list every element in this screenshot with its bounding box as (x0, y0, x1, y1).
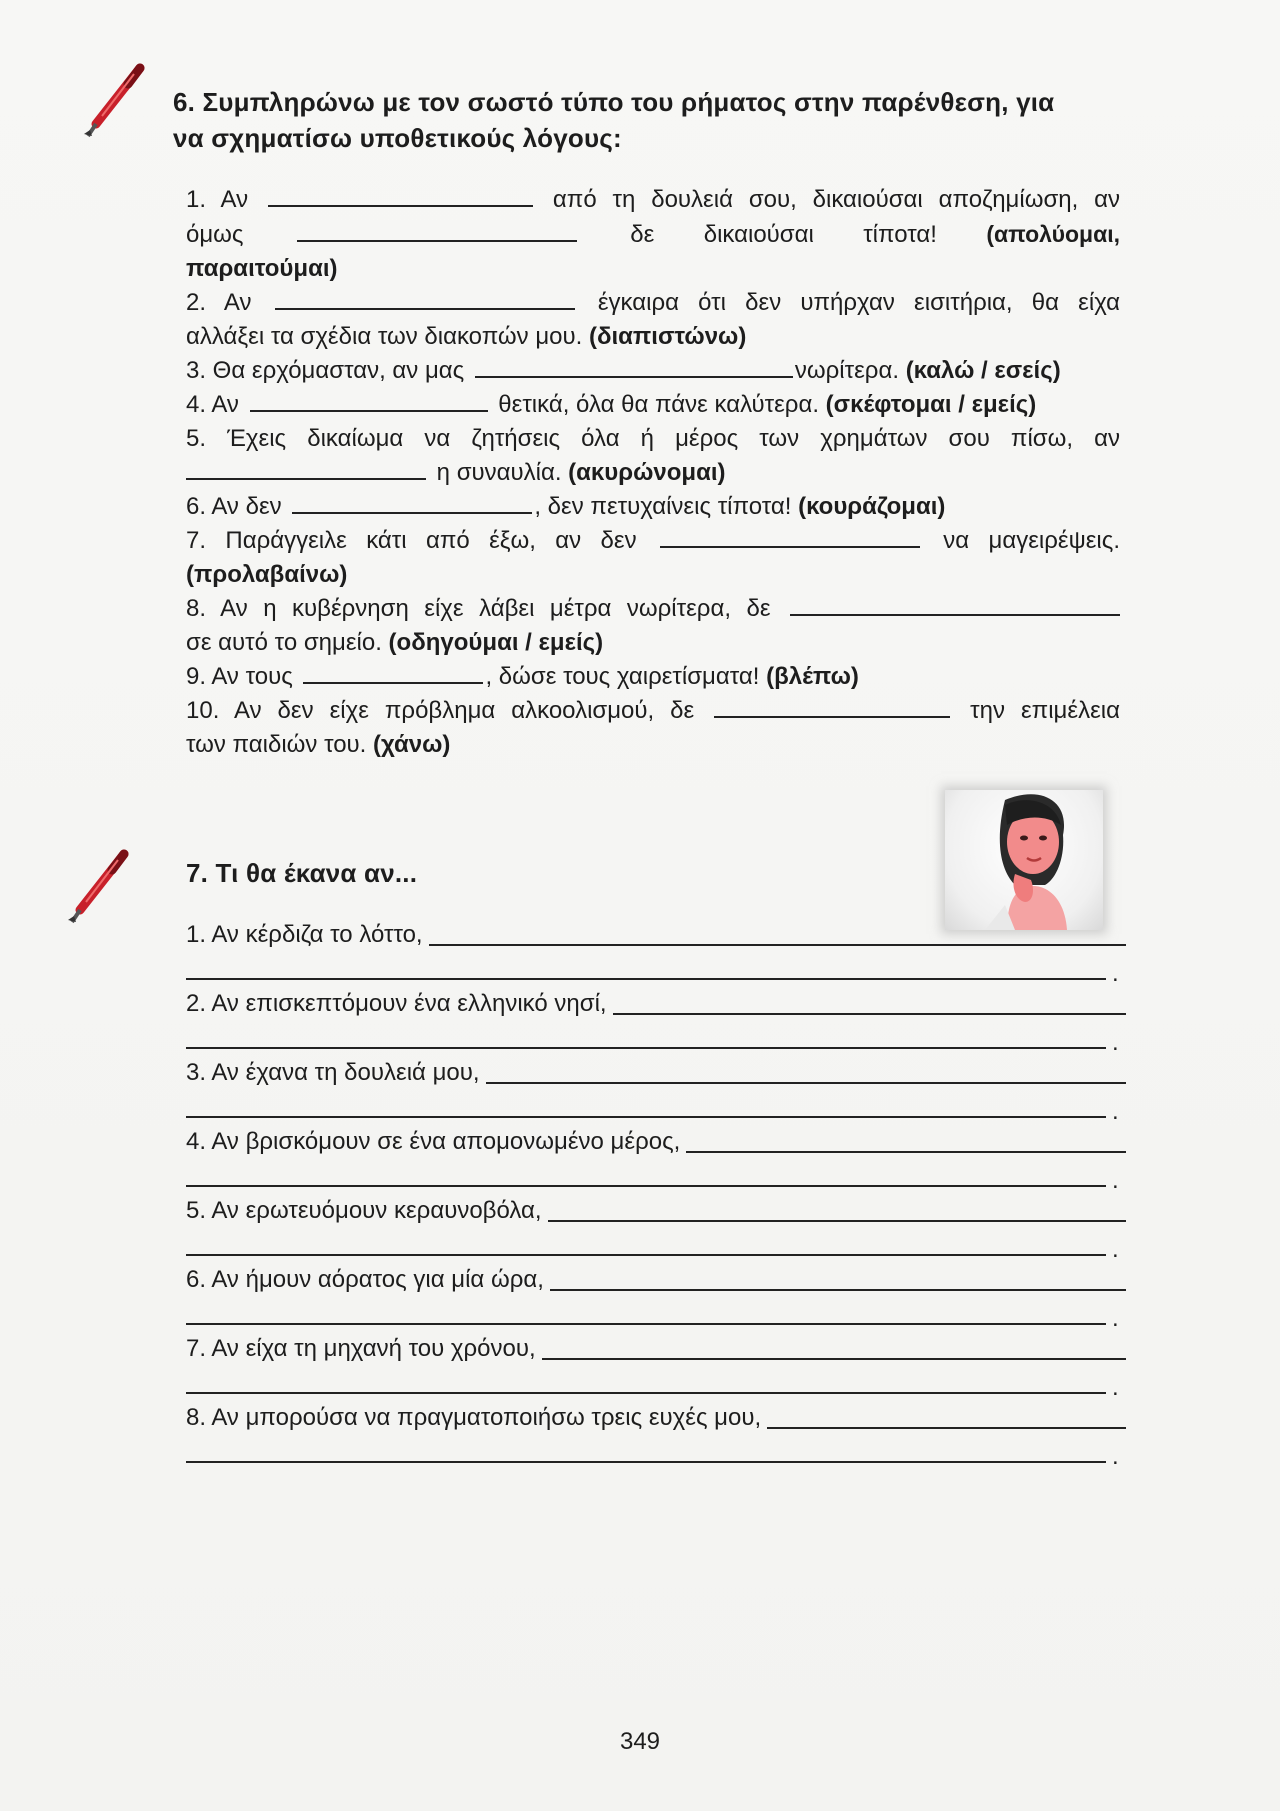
exercise6-item-6 (186, 490, 1120, 524)
item-text: την επιμέλεια (970, 697, 1120, 724)
answer-blank[interactable] (660, 524, 920, 548)
period-mark: . (1112, 1029, 1119, 1056)
prompt-text: 4. Αν βρισκόμουν σε ένα απομονωμένο μέρος, (186, 1128, 681, 1155)
answer-line[interactable] (686, 1151, 1126, 1153)
item-text: των παιδιών του. (186, 731, 367, 758)
prompt-text: 8. Αν μπορούσα να πραγματοποιήσω τρεις ευχές μου, (186, 1404, 762, 1431)
exercise6-item-8-cont (186, 626, 1120, 660)
verb-hint: (σκέφτομαι / εμείς) (825, 391, 1037, 418)
item-text: , δώσε τους χαιρετίσματα! (485, 663, 760, 690)
answer-line[interactable] (186, 1254, 1106, 1256)
exercise7-item-4 (186, 1125, 1126, 1194)
exercise6-item-2-cont (186, 320, 1120, 354)
answer-blank[interactable] (250, 388, 488, 412)
answer-line[interactable] (613, 1013, 1126, 1015)
exercise7-item-7 (186, 1332, 1126, 1401)
verb-hint: παραιτούμαι) (186, 255, 338, 282)
exercise6-item-1-hint (186, 252, 1120, 286)
exercise6-title-line1: 6. Συμπληρώνω με τον σωστό τύπο του ρήματος στην παρένθεση, για (173, 87, 1055, 117)
prompt-text: 2. Αν επισκεπτόμουν ένα ελληνικό νησί, (186, 990, 607, 1017)
answer-line[interactable] (186, 1323, 1106, 1325)
exercise7-item-8 (186, 1401, 1126, 1470)
answer-line[interactable] (186, 1047, 1106, 1049)
item-text: , δεν πετυχαίνεις τίποτα! (534, 493, 792, 520)
period-mark: . (1112, 1167, 1119, 1194)
exercise7-item-2 (186, 987, 1126, 1056)
answer-blank[interactable] (268, 183, 533, 207)
thinking-woman-illustration (945, 790, 1103, 930)
verb-hint: (οδηγούμαι / εμείς) (388, 629, 604, 656)
item-text: θετικά, όλα θα πάνε καλύτερα. (498, 391, 819, 418)
thinking-woman-photo (945, 790, 1103, 930)
verb-hint: (διαπιστώνω) (588, 323, 747, 350)
answer-blank[interactable] (790, 592, 1120, 616)
item-text: 6. Αν δεν (186, 493, 282, 520)
exercise6-items (186, 183, 1120, 762)
exercise6-item-10 (186, 694, 1120, 728)
item-text: να μαγειρέψεις. (943, 527, 1120, 554)
exercise7-items (186, 918, 1126, 1470)
item-text: 3. Θα ερχόμασταν, αν μας (186, 357, 465, 384)
prompt-text: 3. Αν έχανα τη δουλειά μου, (186, 1059, 480, 1086)
verb-hint: (προλαβαίνω) (186, 561, 348, 588)
period-mark: . (1112, 960, 1119, 987)
exercise6-item-7-hint (186, 558, 1120, 592)
period-mark: . (1112, 1443, 1119, 1470)
item-text: σε αυτό το σημείο. (186, 629, 382, 656)
verb-hint: (ακυρώνομαι) (568, 459, 726, 486)
answer-blank[interactable] (303, 660, 483, 684)
exercise6-item-8 (186, 592, 1120, 626)
exercise6-item-9 (186, 660, 1120, 694)
period-mark: . (1112, 1374, 1119, 1401)
answer-blank[interactable] (714, 694, 950, 718)
exercise6-item-4 (186, 388, 1120, 422)
prompt-text: 6. Αν ήμουν αόρατος για μία ώρα, (186, 1266, 544, 1293)
exercise6-item-3 (186, 354, 1120, 388)
item-text: 1. Αν (186, 186, 249, 213)
exercise6-item-5-cont (186, 456, 1120, 490)
answer-blank[interactable] (292, 490, 532, 514)
exercise6-item-5 (186, 422, 1120, 456)
exercise6-title (173, 84, 1133, 156)
exercise6-item-1 (186, 183, 1120, 217)
pen-icon (66, 848, 136, 928)
item-text: 7. Παράγγειλε κάτι από έξω, αν δεν (186, 527, 637, 554)
answer-line[interactable] (550, 1289, 1126, 1291)
answer-line[interactable] (186, 1116, 1106, 1118)
verb-hint: (χάνω) (373, 731, 451, 758)
answer-blank[interactable] (297, 218, 577, 242)
exercise7-item-5 (186, 1194, 1126, 1263)
exercise7-item-1 (186, 918, 1126, 987)
period-mark: . (1112, 1305, 1119, 1332)
item-text: 4. Αν (186, 391, 239, 418)
exercise7-item-3 (186, 1056, 1126, 1125)
item-text: έγκαιρα ότι δεν υπήρχαν εισιτήρια, θα είχα (597, 289, 1121, 316)
item-text: 10. Αν δεν είχε πρόβλημα αλκοολισμού, δε (186, 697, 695, 724)
item-text: αλλάξει τα σχέδια των διακοπών μου. (186, 323, 583, 350)
answer-line[interactable] (186, 1392, 1106, 1394)
answer-blank[interactable] (275, 286, 575, 310)
period-mark: . (1112, 1236, 1119, 1263)
exercise6-item-2 (186, 286, 1120, 320)
answer-blank[interactable] (186, 456, 426, 480)
answer-line[interactable] (429, 944, 1126, 946)
verb-hint: (απολύομαι, (986, 221, 1120, 247)
verb-hint: (βλέπω) (766, 663, 859, 690)
pen-icon (82, 62, 152, 142)
exercise6-item-7 (186, 524, 1120, 558)
item-text: από τη δουλειά σου, δικαιούσαι αποζημίωση, αν (552, 186, 1121, 213)
item-text: 8. Αν η κυβέρνηση είχε λάβει μέτρα νωρίτερα, δε (186, 595, 771, 622)
item-text: 5. Έχεις δικαίωμα να ζητήσεις όλα ή μέρος των χρημάτων σου πίσω, αν (186, 425, 1120, 452)
period-mark: . (1112, 1098, 1119, 1125)
exercise6-title-line2: να σχηματίσω υποθετικούς λόγους: (173, 123, 622, 153)
exercise7-title: 7. Τι θα έκανα αν... (186, 858, 418, 888)
item-text: 2. Αν (186, 289, 252, 316)
item-text: όμως (186, 221, 244, 248)
exercise6-item-10-cont (186, 728, 1120, 762)
item-text: η συναυλία. (436, 459, 562, 486)
item-text: 9. Αν τους (186, 663, 293, 690)
prompt-text: 7. Αν είχα τη μηχανή του χρόνου, (186, 1335, 536, 1362)
page-number: 349 (619, 1728, 661, 1755)
answer-line[interactable] (548, 1220, 1126, 1222)
item-text: νωρίτερα. (794, 357, 900, 384)
prompt-text: 5. Αν ερωτευόμουν κεραυνοβόλα, (186, 1197, 542, 1224)
item-text: δε δικαιούσαι τίποτα! (630, 221, 937, 248)
exercise7-item-6 (186, 1263, 1126, 1332)
prompt-text: 1. Αν κέρδιζα το λόττο, (186, 921, 423, 948)
answer-blank[interactable] (475, 354, 793, 378)
answer-line[interactable] (542, 1358, 1126, 1360)
answer-line[interactable] (486, 1082, 1126, 1084)
answer-line[interactable] (767, 1427, 1126, 1429)
answer-line[interactable] (186, 978, 1106, 980)
answer-line[interactable] (186, 1185, 1106, 1187)
verb-hint: (κουράζομαι) (798, 493, 946, 520)
verb-hint: (καλώ / εσείς) (905, 357, 1061, 384)
answer-line[interactable] (186, 1461, 1106, 1463)
exercise6-item-1-cont (186, 217, 1120, 252)
